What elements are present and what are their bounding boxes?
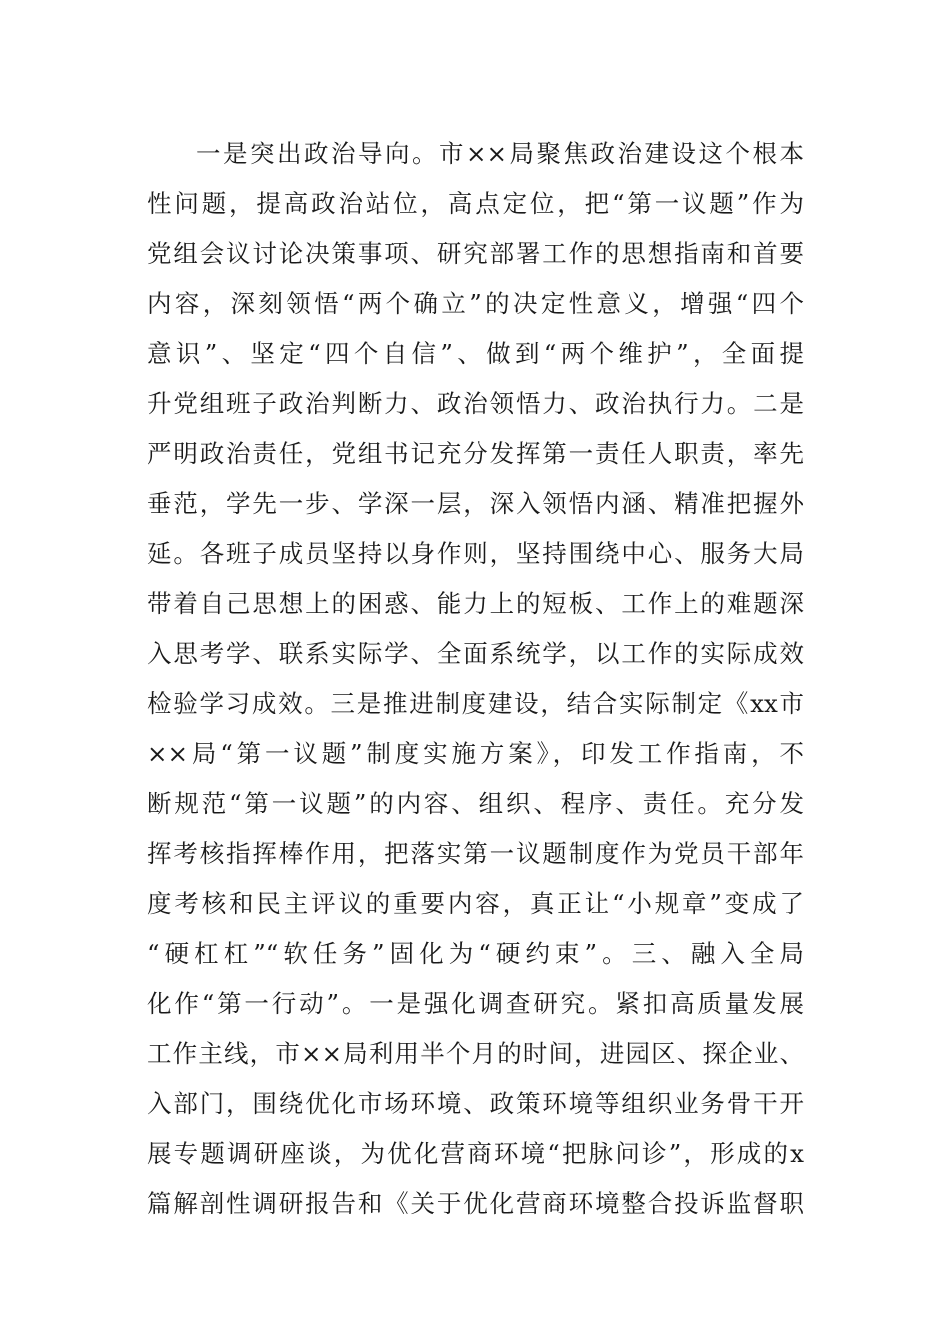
paragraph-line: 延。各班子成员坚持以身作则，坚持围绕中心、服务大局 — [147, 539, 804, 568]
paragraph-line: 带着自己思想上的困惑、能力上的短板、工作上的难题深 — [147, 589, 804, 618]
paragraph-line: 篇解剖性调研报告和《关于优化营商环境整合投诉监督职 — [147, 1189, 804, 1218]
paragraph-line: 入部门，围绕优化市场环境、政策环境等组织业务骨干开 — [147, 1089, 804, 1118]
paragraph-line: 内容，深刻领悟“两个确立”的决定性意义，增强“四个 — [147, 289, 804, 318]
paragraph-line: 严明政治责任，党组书记充分发挥第一责任人职责，率先 — [147, 439, 804, 468]
paragraph-line: 展专题调研座谈，为优化营商环境“把脉问诊”，形成的x — [147, 1139, 804, 1168]
paragraph-line: “硬杠杠”“软任务”固化为“硬约束”。三、融入全局 — [147, 939, 804, 968]
paragraph-line: 断规范“第一议题”的内容、组织、程序、责任。充分发 — [147, 789, 804, 818]
paragraph-line: 化作“第一行动”。一是强化调查研究。紧扣高质量发展 — [147, 989, 804, 1018]
paragraph-line: 检验学习成效。三是推进制度建设，结合实际制定《xx市 — [147, 689, 804, 718]
paragraph-line: 意识”、坚定“四个自信”、做到“两个维护”，全面提 — [147, 339, 804, 368]
paragraph-line: 挥考核指挥棒作用，把落实第一议题制度作为党员干部年 — [147, 839, 804, 868]
paragraph-line: 性问题，提高政治站位，高点定位，把“第一议题”作为 — [147, 189, 804, 218]
paragraph-line: 垂范，学先一步、学深一层，深入领悟内涵、精准把握外 — [147, 489, 804, 518]
paragraph-line: 升党组班子政治判断力、政治领悟力、政治执行力。二是 — [147, 389, 804, 418]
paragraph-line: 度考核和民主评议的重要内容，真正让“小规章”变成了 — [147, 889, 804, 918]
paragraph-line: 工作主线，市××局利用半个月的时间，进园区、探企业、 — [147, 1039, 804, 1068]
paragraph-line: ××局“第一议题”制度实施方案》，印发工作指南，不 — [147, 739, 804, 768]
paragraph-line: 党组会议讨论决策事项、研究部署工作的思想指南和首要 — [147, 239, 804, 268]
paragraph-line: 一是突出政治导向。市××局聚焦政治建设这个根本 — [196, 139, 804, 168]
paragraph-line: 入思考学、联系实际学、全面系统学，以工作的实际成效 — [147, 639, 804, 668]
